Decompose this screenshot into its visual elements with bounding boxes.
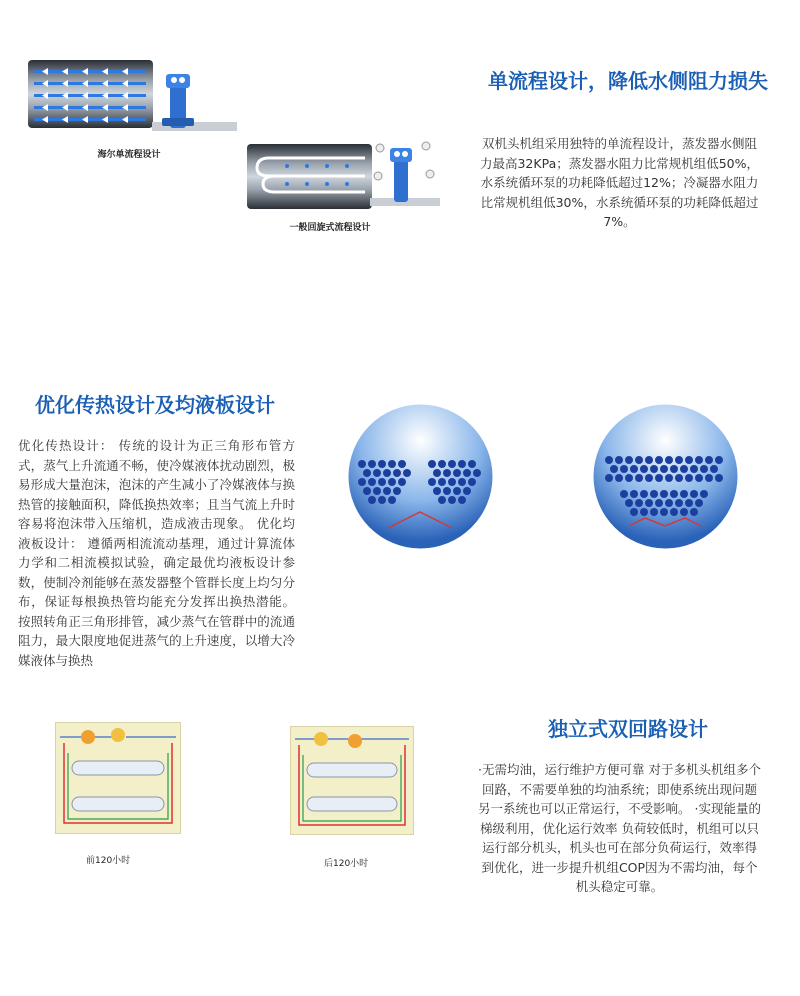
section3-title: 独立式双回路设计 (548, 717, 708, 741)
caption-return-flow: 一般回旋式流程设计 (289, 223, 371, 233)
section2-body: 优化传热设计： 传统的设计为正三角形布管方式，蒸气上升流通不畅，使冷媒液体扰动剧烈，极易形成大量泡沫，泡沫的产生减小了冷媒液体与换热管的接触面积，降低换热效率；且当气流上升时容易将泡沫带入压缩机，造成液击现象。 优化均液板设计： 遵循两相流流动基理，通过计算流体力学和二相流模拟试验，确定最优均液板设计参数，使制冷剂能够在蒸发器整个管群长度上均匀分布，保证每根换热管均能充分发挥出换热潜能。 按照转角正三角形排管，减少蒸气在管群中的流通阻力，最大限度地促进蒸气的上升速度，以增大冷媒液体与换热 (18, 438, 295, 668)
circuit-diagram-before (55, 722, 181, 834)
section1-body: 双机头机组采用独特的单流程设计，蒸发器水侧阻力最高32KPa；蒸发器水阻力比常规机组低50%，水系统循环泵的功耗降低超过12%；冷凝器水阻力比常规机组低30%，水系统循环泵的功耗降低超过7%。 (479, 136, 760, 229)
tube-layout-traditional-image (348, 404, 493, 549)
caption-single-pass: 海尔单流程设计 (97, 150, 161, 160)
circuit-diagram-after (290, 726, 414, 835)
section3-body: ·无需均油，运行维护方便可靠 对于多机头机组多个回路，不需要单独的均油系统；即使系统出现问题另一系统也可以正常运行，不受影响。 ·实现能量的梯级利用，优化运行效率 负荷较低时，机组可以只运行部分机头，机头也可在部分负荷运行，效率得到优化，进一步提升机组COP因为不需均油，每个机头稳定可靠。 (478, 762, 761, 894)
caption-before-120h: 前120小时 (86, 856, 131, 866)
multi-pass-tube-image (247, 144, 372, 209)
flow-arrows-graphic (28, 60, 153, 128)
section2-title: 优化传热设计及均液板设计 (35, 393, 275, 417)
caption-after-120h: 后120小时 (324, 859, 369, 869)
pump-mascot-image (152, 66, 237, 136)
pump-mascot-image-2 (370, 136, 440, 211)
section1-title: 单流程设计，降低水侧阻力损失 (488, 69, 768, 93)
single-pass-tube-image (28, 60, 153, 128)
return-flow-graphic (247, 144, 372, 209)
tube-layout-optimized-image (593, 404, 738, 549)
